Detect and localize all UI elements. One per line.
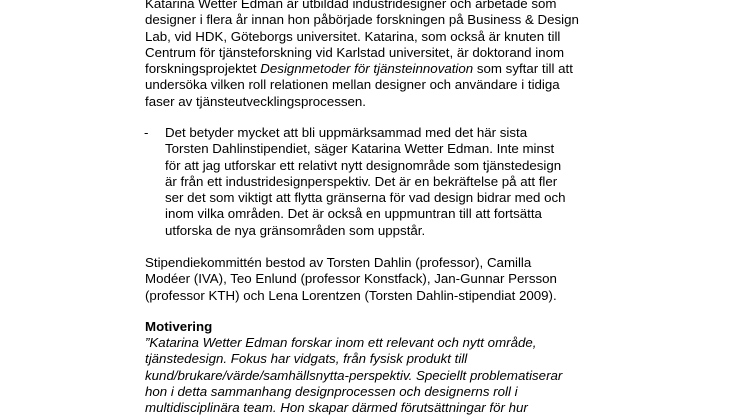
text-line: är från ett industridesignperspektiv. Det är en bekräftelse på att fler [165,173,558,189]
text-line: tjänstedesign. Fokus har vidgats, från fysisk produkt till [145,351,468,367]
motivering-heading: Motivering [145,319,213,334]
quote-bullet [144,125,625,239]
project-title: Designmetoder för tjänsteinnovation [260,61,474,77]
text-line: utforska de nya gränsområden som uppstår. [165,222,426,238]
text-line: ser det som viktigt att flytta gränserna för vad design bidrar med och [165,190,566,206]
text-line: Centrum för tjänsteforskning vid Karlstad universitet, är doktorand inom [145,44,565,60]
text-line: inom vilka områden. Det är också en uppmuntran till att fortsätta [165,206,542,222]
text-line: Modéer (IVA), Teo Enlund (professor Konstfack), Jan-Gunnar Persson [145,271,557,287]
text-line: undersöka vilken roll relationen mellan designer och användare i tidiga [145,77,560,93]
text-line: kund/brukare/värde/samhällsnytta-perspektiv. Speciellt problematiserar [145,367,563,383]
text-line [145,61,615,77]
text-line: Lab, vid HDK, Göteborgs universitet. Katarina, som också är knuten till [145,28,561,44]
text-line: Det betyder mycket att bli uppmärksammad med det här sista [165,125,528,140]
text-line: ”Katarina Wetter Edman forskar inom ett relevant och nytt område, [145,335,537,350]
text-segment: forskningsprojektet [145,61,261,77]
text-line: Stipendiekommittén bestod av Torsten Dahlin (professor), Camilla [145,255,532,270]
text-line: designer i flera år innan hon påbörjade forskningen på Business & Design [145,12,579,28]
intro-paragraph [145,0,615,110]
text-line: multidisciplinära team. Hon skapar därmed förutsättningar för hur [145,400,528,416]
text-line: Torsten Dahlinstipendiet, säger Katarina Wetter Edman. Inte minst [165,141,555,157]
text-line: Katarina Wetter Edman är utbildad industridesigner och arbetade som [145,0,557,11]
text-line: för att jag utforskar ett relativt nytt designområde som tjänstedesign [165,157,562,173]
committee-paragraph [145,255,615,304]
text-segment: som syftar till att [473,61,573,77]
bullet-dash: - [144,125,149,140]
text-line: hon i detta sammanhang designprocessen och designerns roll i [145,383,518,399]
motivering-paragraph [145,335,562,416]
text-line: (professor KTH) och Lena Lorentzen (Torsten Dahlin-stipendiat 2009). [145,287,557,303]
text-line: faser av tjänsteutvecklingsprocessen. [145,93,366,109]
